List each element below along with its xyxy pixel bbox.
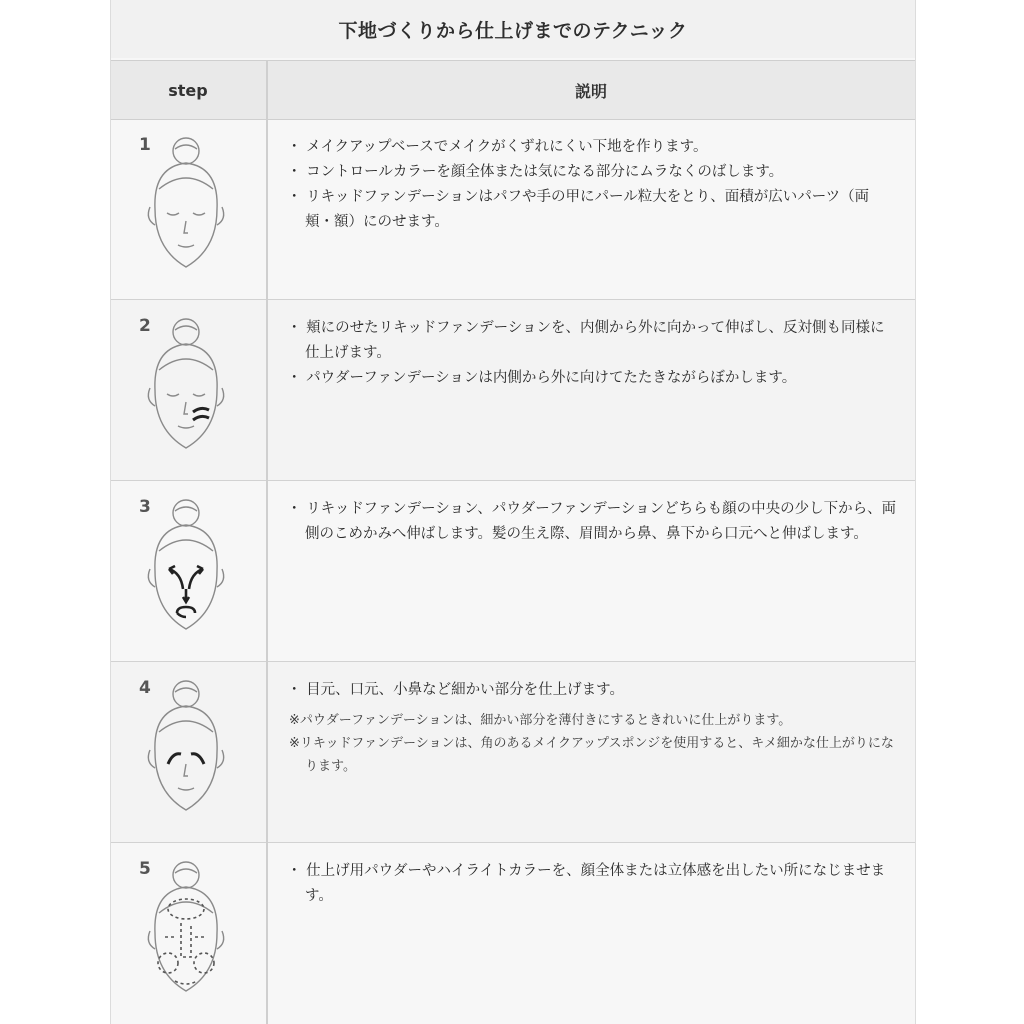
description-line: ・ パウダーファンデーションは内側から外に向けてたたきながらぼかします。 [287,370,797,386]
table-row-step-5 [111,843,915,1024]
face-neutral-icon [131,127,241,287]
page-title: 下地づくりから仕上げまでのテクニック [111,0,915,58]
step-number: 1 [139,135,151,155]
step-number: 4 [139,678,151,698]
table-row-step-4 [111,662,915,843]
description-note: ※リキッドファンデーションは、角のあるメイクアップスポンジを使用すると、キメ細かな仕上がりになります。 [289,736,894,774]
description-line: ・ メイクアップベースでメイクがくずれにくい下地を作ります。 [287,139,708,155]
step-description [287,497,897,547]
step-number: 5 [139,859,151,879]
step-description [287,678,897,778]
face-dotted-zones-icon [131,851,241,1011]
face-cheek-arrows-icon [131,308,241,468]
description-line: ・ 仕上げ用パウダーやハイライトカラーを、顔全体または立体感を出したい所になじませます。 [287,863,886,904]
description-line: ・ リキッドファンデーションはパフや手の甲にパール粒大をとり、面積が広いパーツ（両頬・額）にのせます。 [287,189,870,230]
step-description [287,316,897,391]
description-line: ・ コントロールカラーを顔全体または気になる部分にムラなくのばします。 [287,164,784,180]
description-note: ※パウダーファンデーションは、細かい部分を薄付きにするときれいに仕上がります。 [289,713,792,728]
column-header-step: step [168,80,208,100]
face-eye-strokes-icon [131,670,241,830]
column-divider [266,60,268,1024]
table-row-step-3 [111,481,915,662]
description-line: ・ 目元、口元、小鼻など細かい部分を仕上げます。 [287,682,624,698]
step-description [287,135,897,235]
table-header [111,60,915,120]
table-row-step-2 [111,300,915,481]
face-center-arrows-icon [131,489,241,649]
step-description [287,859,897,909]
step-number: 2 [139,316,151,336]
column-header-description: 説明 [574,81,607,101]
table-row-step-1 [111,119,915,300]
description-line: ・ 頬にのせたリキッドファンデーションを、内側から外に向かって伸ばし、反対側も同様に仕上げます。 [287,320,885,361]
step-number: 3 [139,497,151,517]
technique-sheet [110,0,916,1024]
description-line: ・ リキッドファンデーション、パウダーファンデーションどちらも顔の中央の少し下から、両側のこめかみへ伸ばします。髪の生え際、眉間から鼻、鼻下から口元へと伸ばします。 [287,501,897,542]
